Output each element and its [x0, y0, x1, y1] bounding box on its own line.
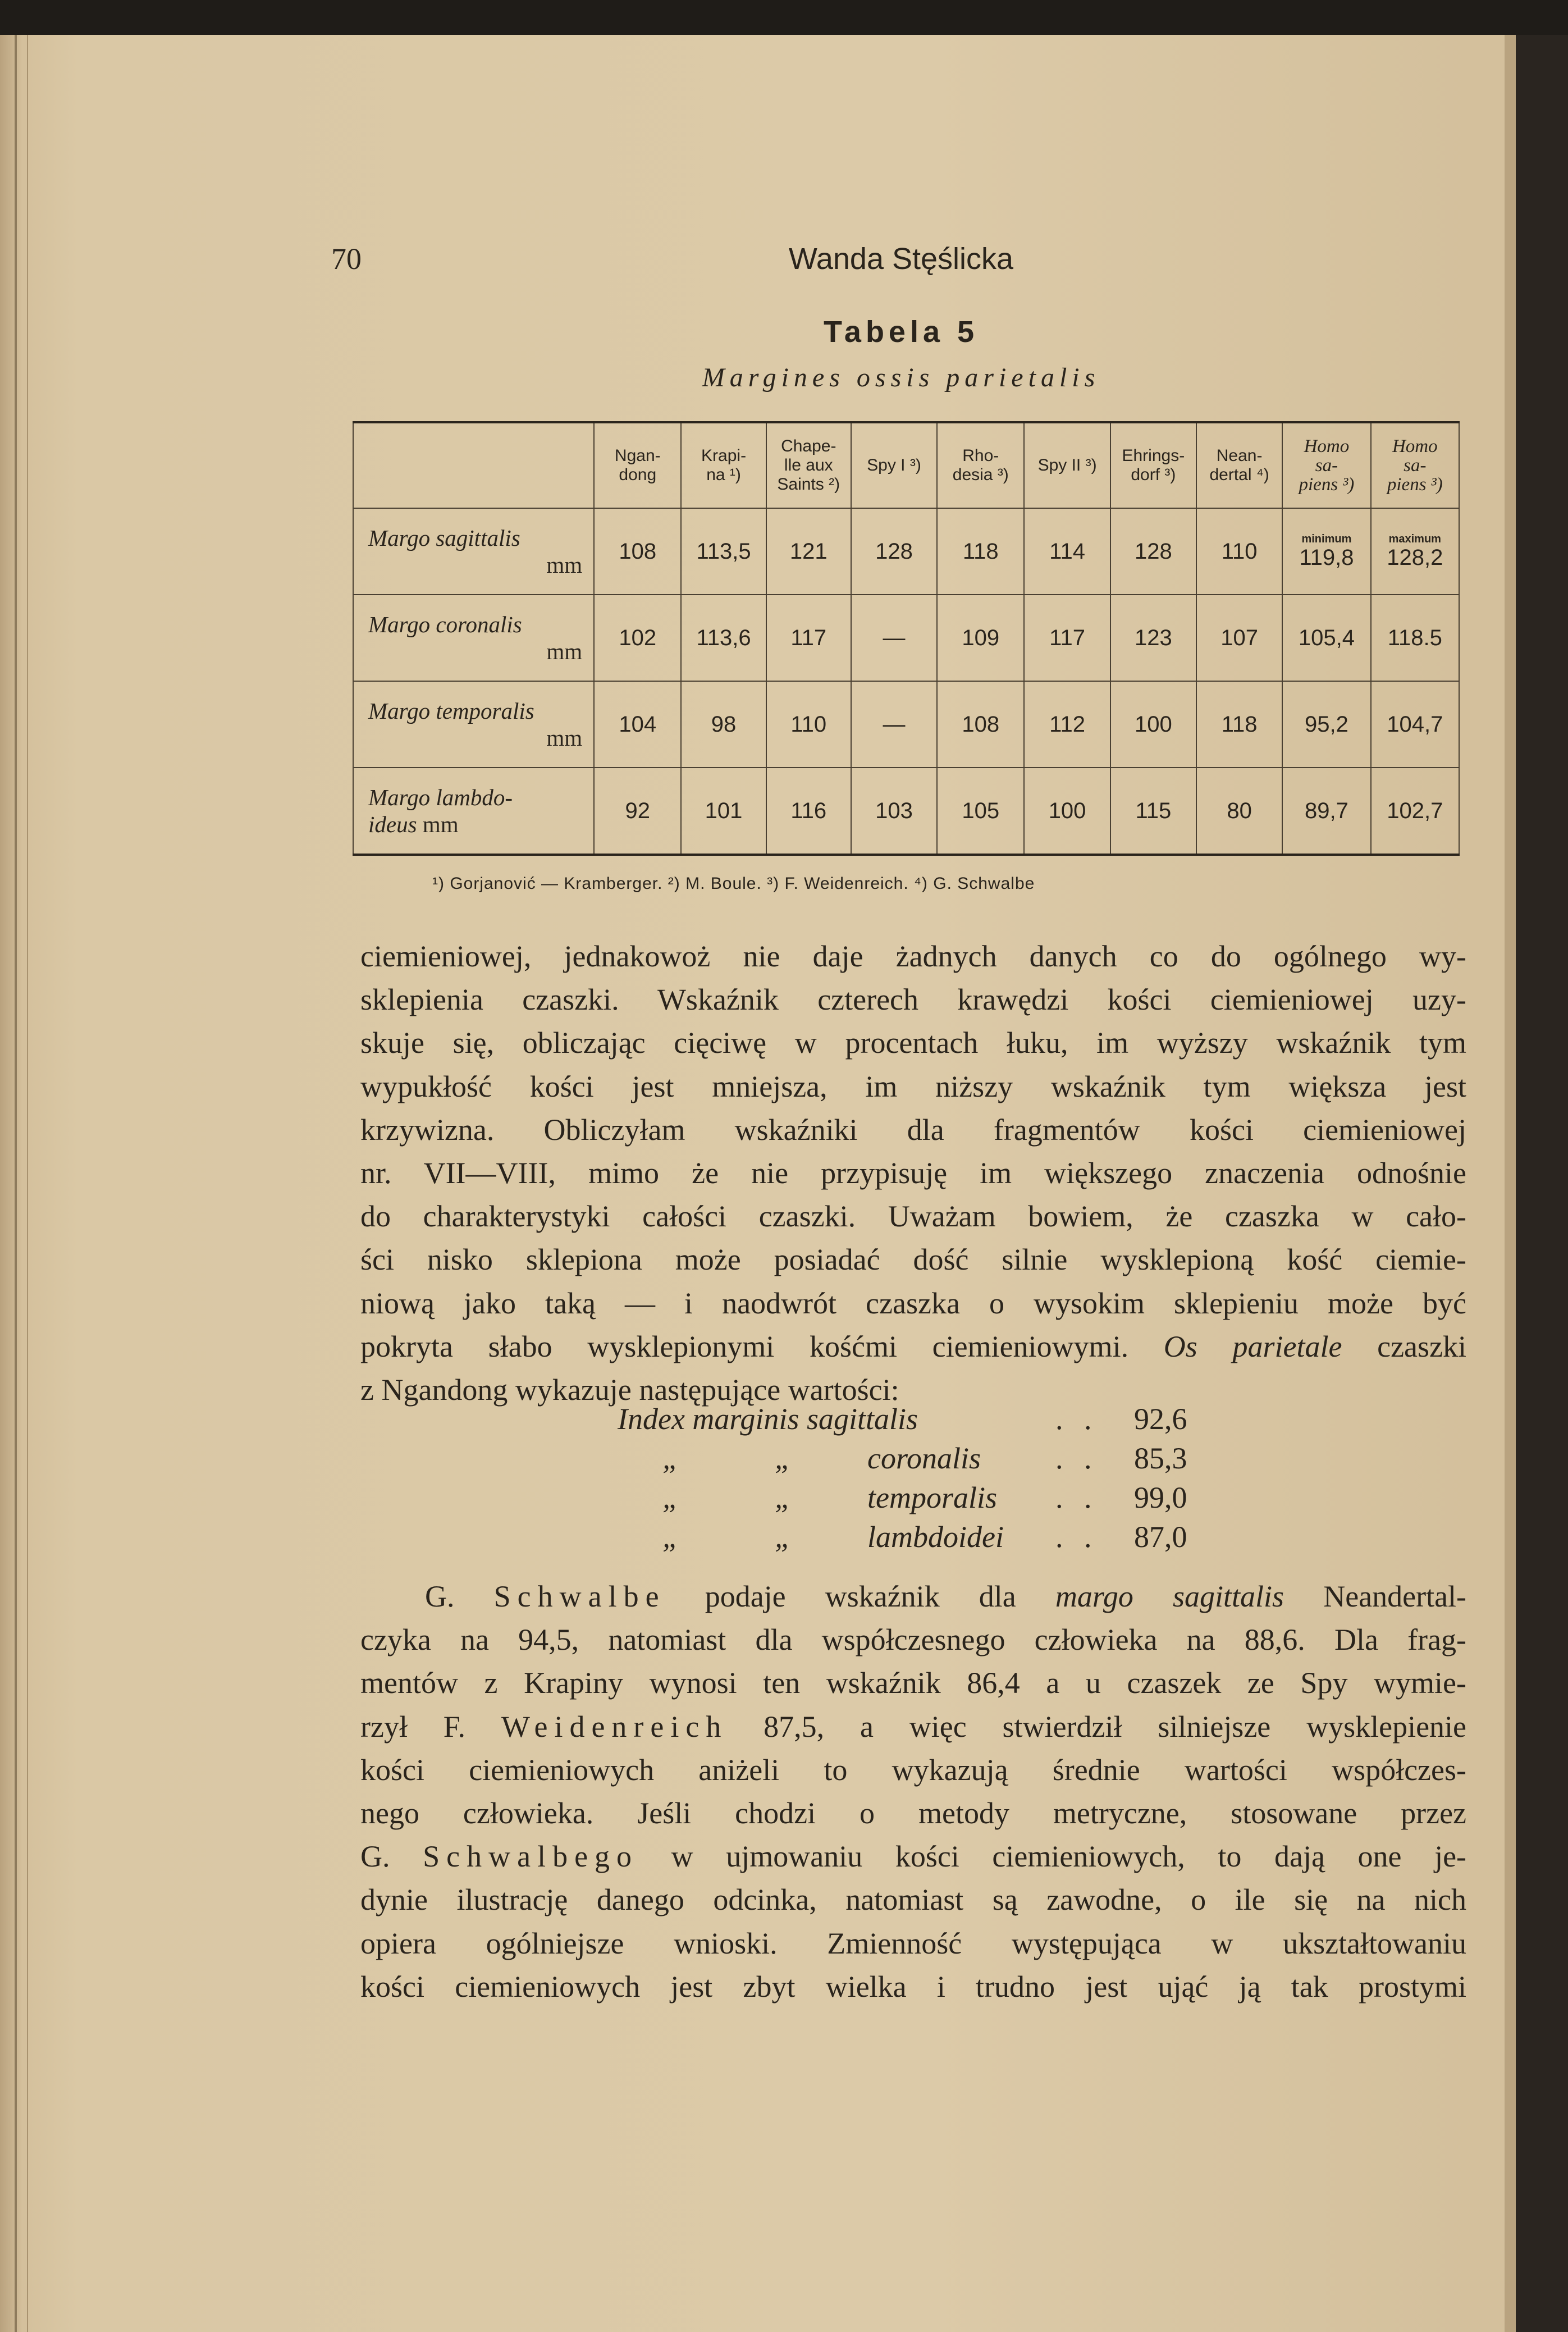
column-header: Rho- desia ³)	[937, 422, 1024, 508]
paragraph	[360, 1575, 1466, 2009]
table-cell: 112	[1024, 681, 1110, 768]
table-cell: 92	[594, 768, 681, 855]
paragraph	[360, 935, 1466, 1412]
table-cell: 107	[1196, 595, 1282, 681]
table-cell: 101	[681, 768, 766, 855]
table-cell: 95,2	[1282, 681, 1370, 768]
index-value: 87,0	[1134, 1520, 1187, 1554]
text-line: mentów z Krapiny wynosi ten wskaźnik 86,4 a u czaszek ze Spy wymie-	[360, 1666, 1466, 1700]
table-cell: 104,7	[1371, 681, 1459, 768]
leader-dots: . .	[1055, 1402, 1099, 1436]
column-header: Ngan- dong	[594, 422, 681, 508]
background-edge	[1516, 35, 1568, 2332]
leader-dots: . .	[1055, 1441, 1099, 1475]
column-header: Spy I ³)	[851, 422, 937, 508]
text-line: skuje się, obliczając cięciwę w procentach łuku, im wyższy wskaźnik tym	[360, 1026, 1466, 1060]
text-line: nego człowieka. Jeśli chodzi o metody metryczne, stosowane przez	[360, 1796, 1466, 1831]
column-header: Homo sa- piens ³)	[1371, 422, 1459, 508]
ditto-mark: „	[775, 1481, 792, 1514]
table-cell: 113,6	[681, 595, 766, 681]
table-cell: 109	[937, 595, 1024, 681]
text-line: sklepienia czaszki. Wskaźnik czterech krawędzi kości ciemieniowej uzy-	[360, 983, 1466, 1017]
text-line: rzył F. Weidenreich 87,5, a więc stwierdził silniejsze wysklepienie	[360, 1709, 1467, 1744]
text-line: wypukłość kości jest mniejsza, im niższy wskaźnik tym większa jest	[360, 1069, 1466, 1103]
table-cell: 121	[766, 508, 851, 595]
page-number: 70	[331, 242, 362, 276]
text-line: G. Schwalbego w ujmowaniu kości ciemieniowych, to dają one je-	[360, 1840, 1467, 1874]
table-cell: 117	[766, 595, 851, 681]
table-footnote: ¹) Gorjanović — Kramberger. ²) M. Boule. ³) F. Weidenreich. ⁴) G. Schwalbe	[432, 874, 1035, 893]
row-label: Margo lambdo- ideus mm	[353, 768, 594, 855]
gutter-shadow	[15, 35, 17, 2332]
text-line: pokryta słabo wysklepionymi kośćmi ciemieniowymi. Os parietale czaszki	[360, 1329, 1466, 1363]
leader-dots: . .	[1055, 1520, 1099, 1554]
ditto-mark: „	[775, 1441, 792, 1475]
ditto-mark: „	[662, 1481, 680, 1514]
table-cell: 89,7	[1282, 768, 1370, 855]
ditto-mark: „	[662, 1520, 680, 1554]
table-cell: 118	[937, 508, 1024, 595]
column-header: Nean- dertal ⁴)	[1196, 422, 1282, 508]
text-line: opiera ogólniejsze wnioski. Zmienność występująca w ukształtowaniu	[360, 1926, 1466, 1960]
table-cell: 108	[594, 508, 681, 595]
running-head: Wanda Stęślicka	[788, 242, 1014, 276]
index-label: lambdoidei	[867, 1520, 1004, 1554]
page-header	[331, 241, 1471, 281]
data-table	[353, 421, 1460, 856]
table-subtitle: Margines ossis parietalis	[702, 363, 1100, 393]
index-label: Index marginis sagittalis	[618, 1402, 918, 1436]
maximum-label: maximum	[1388, 532, 1441, 545]
column-header: Krapi- na ¹)	[681, 422, 766, 508]
header-corner	[353, 422, 594, 508]
table-header-row	[353, 422, 1459, 508]
table-row	[353, 595, 1459, 681]
table-title: Tabela 5	[823, 315, 979, 349]
table-cell: 115	[1110, 768, 1196, 855]
text-line: czyka na 94,5, natomiast dla współczesnego człowieka na 88,6. Dla frag-	[360, 1623, 1466, 1657]
text-line: nr. VII—VIII, mimo że nie przypisuję im większego znaczenia odnośnie	[360, 1156, 1466, 1190]
column-header: Spy II ³)	[1024, 422, 1110, 508]
row-label: Margo coronalis mm	[353, 595, 594, 681]
table-row	[353, 508, 1459, 595]
column-header: Homo sa- piens ³)	[1282, 422, 1370, 508]
table-cell: 114	[1024, 508, 1110, 595]
text-line: kości ciemieniowych jest zbyt wielka i trudno jest ująć ją tak prostymi	[360, 1969, 1466, 2004]
text-line: krzywizna. Obliczyłam wskaźniki dla fragmentów kości ciemieniowej	[360, 1112, 1466, 1147]
text-line: ści nisko sklepiona może posiadać dość silnie wysklepioną kość ciemie-	[360, 1243, 1466, 1277]
gutter-shadow-inner	[27, 35, 28, 2332]
table-cell: 80	[1196, 768, 1282, 855]
table-cell: 110	[766, 681, 851, 768]
ditto-mark: „	[662, 1441, 680, 1475]
text-line: ciemieniowej, jednakowoż nie daje żadnych danych co do ogólnego wy-	[360, 939, 1466, 973]
text-line: z Ngandong wykazuje następujące wartości:	[360, 1373, 899, 1407]
table-cell: 98	[681, 681, 766, 768]
text-line: do charakterystyki całości czaszki. Uważam bowiem, że czaszka w cało-	[360, 1199, 1466, 1234]
table-cell: 123	[1110, 595, 1196, 681]
text-line: G. Schwalbe podaje wskaźnik dla margo sagittalis Neandertal-	[425, 1580, 1467, 1613]
ditto-mark: „	[775, 1520, 792, 1554]
table-cell: 118.5	[1371, 595, 1459, 681]
table-cell: 117	[1024, 595, 1110, 681]
index-label: coronalis	[867, 1441, 981, 1475]
table-cell: 128	[851, 508, 937, 595]
table-cell: maximum 128,2	[1371, 508, 1459, 595]
table-row	[353, 681, 1459, 768]
table-cell: 100	[1110, 681, 1196, 768]
table-cell: 128	[1110, 508, 1196, 595]
leader-dots: . .	[1055, 1481, 1099, 1514]
table-cell: 116	[766, 768, 851, 855]
table-cell: 105	[937, 768, 1024, 855]
column-header: Chape- lle aux Saints ²)	[766, 422, 851, 508]
table-cell: 100	[1024, 768, 1110, 855]
index-value: 99,0	[1134, 1481, 1187, 1514]
text-line: kości ciemieniowych aniżeli to wykazują średnie wartości współczes-	[360, 1753, 1466, 1787]
table-cell: 105,4	[1282, 595, 1370, 681]
table-cell: 118	[1196, 681, 1282, 768]
table-cell: 104	[594, 681, 681, 768]
column-header: Ehrings- dorf ³)	[1110, 422, 1196, 508]
table-cell: —	[851, 595, 937, 681]
table-cell: —	[851, 681, 937, 768]
table-cell: 102,7	[1371, 768, 1459, 855]
table-row	[353, 768, 1459, 855]
text-line: dynie ilustrację danego odcinka, natomiast są zawodne, o ile się na nich	[360, 1883, 1466, 1917]
row-label: Margo sagittalis mm	[353, 508, 594, 595]
index-label: temporalis	[867, 1481, 998, 1514]
table-cell: minimum 119,8	[1282, 508, 1370, 595]
table-cell: 108	[937, 681, 1024, 768]
index-value: 92,6	[1134, 1402, 1187, 1436]
row-label: Margo temporalis mm	[353, 681, 594, 768]
table-cell: 102	[594, 595, 681, 681]
table-cell: 113,5	[681, 508, 766, 595]
text-line: niową jako taką — i naodwrót czaszka o wysokim sklepieniu może być	[360, 1286, 1466, 1320]
minimum-label: minimum	[1301, 532, 1352, 545]
index-value: 85,3	[1134, 1441, 1187, 1475]
table-cell: 103	[851, 768, 937, 855]
table-cell: 110	[1196, 508, 1282, 595]
